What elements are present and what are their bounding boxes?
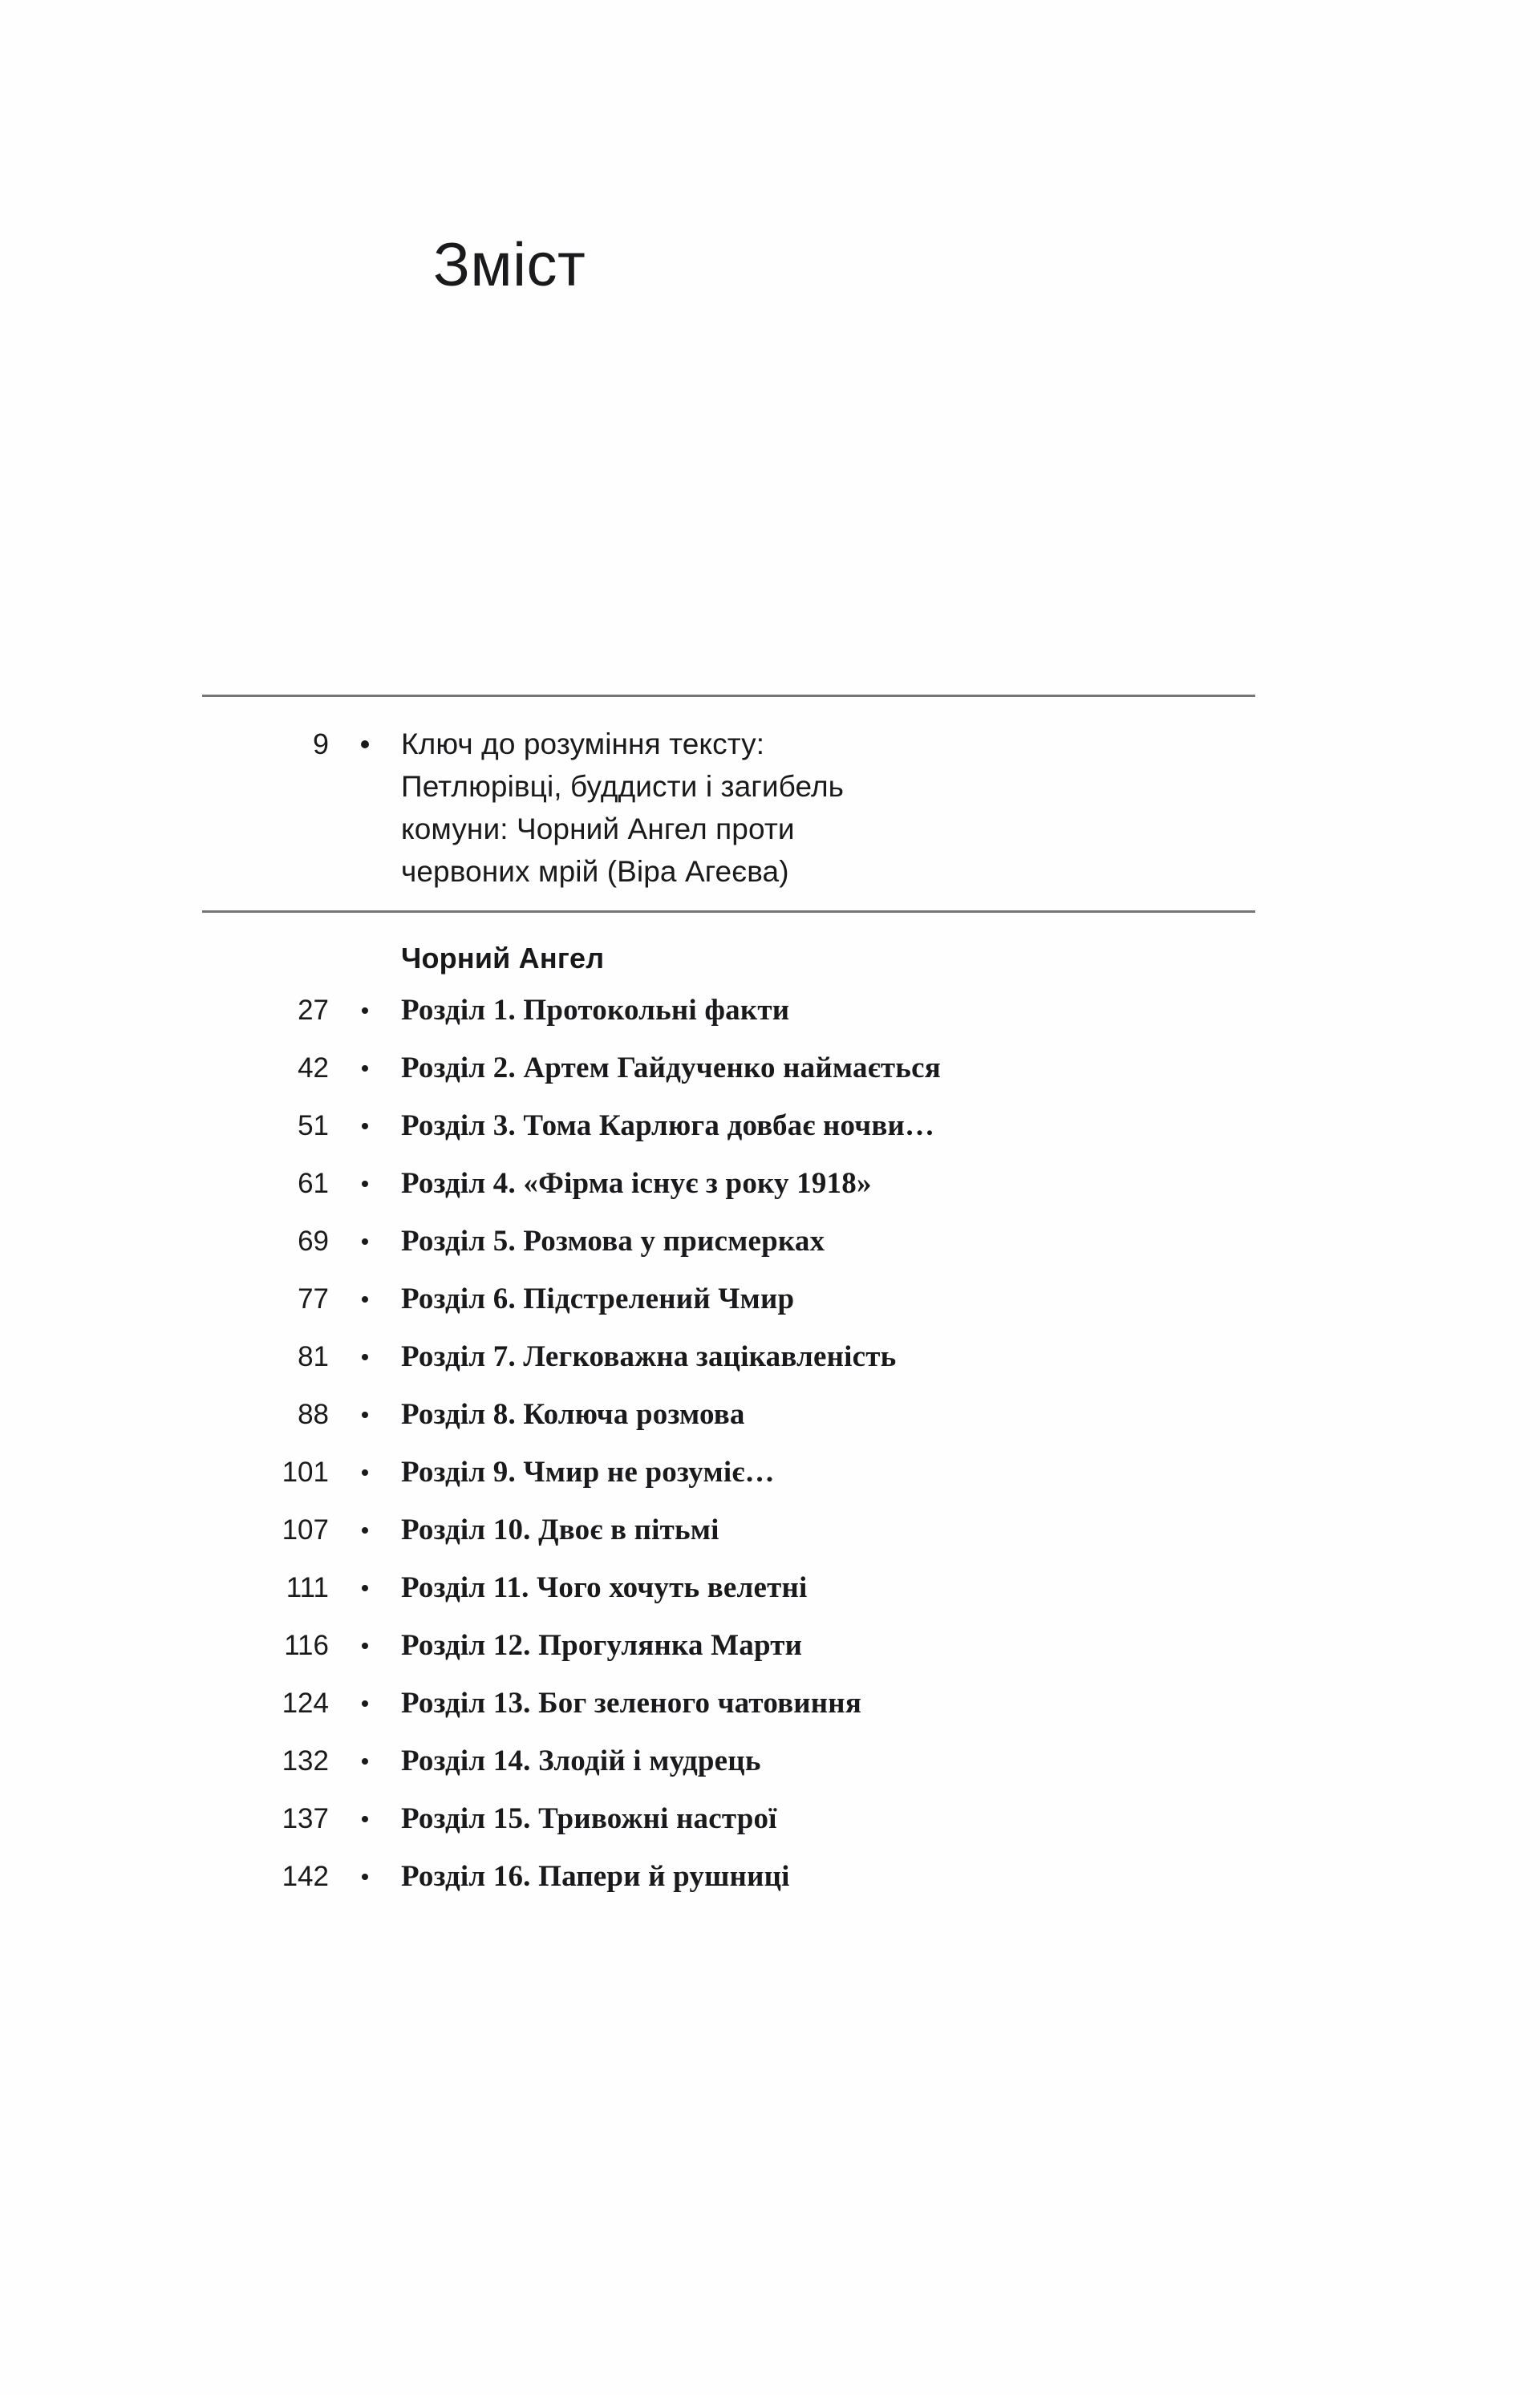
toc-content	[202, 695, 1261, 1906]
bullet-icon	[329, 1155, 401, 1213]
chapter-page-number: 81	[298, 1341, 329, 1372]
toc-row[interactable]	[202, 1328, 1261, 1386]
toc-row[interactable]	[202, 1270, 1261, 1328]
divider-top	[202, 695, 1255, 697]
chapter-page-number: 116	[284, 1630, 329, 1661]
lead-entry-line: Ключ до розуміння тексту:	[401, 727, 765, 760]
bullet-icon	[329, 1328, 401, 1386]
chapter-title: Розділ 9. Чмир не розуміє…	[401, 1456, 775, 1489]
chapter-page-number: 42	[298, 1052, 329, 1084]
bullet-icon	[329, 1386, 401, 1444]
chapter-title: Розділ 13. Бог зеленого чатовиння	[401, 1687, 862, 1720]
chapter-page-number: 88	[298, 1399, 329, 1430]
chapter-page-number: 137	[282, 1803, 329, 1834]
toc-row[interactable]	[202, 1155, 1261, 1213]
chapter-title: Розділ 2. Артем Гайдученко наймається	[401, 1052, 941, 1084]
chapter-title: Розділ 15. Тривожні настрої	[401, 1802, 777, 1835]
chapter-page-number: 101	[282, 1457, 329, 1488]
chapter-title: Розділ 7. Легковажна зацікавленість	[401, 1340, 897, 1373]
chapter-title: Розділ 1. Протокольні факти	[401, 994, 790, 1027]
bullet-icon	[329, 982, 401, 1039]
toc-row[interactable]	[202, 1444, 1261, 1501]
chapter-page-number: 51	[298, 1110, 329, 1141]
bullet-icon	[329, 723, 401, 765]
bullet-icon	[329, 1848, 401, 1906]
bullet-icon	[329, 1039, 401, 1097]
toc-row[interactable]	[202, 982, 1261, 1039]
toc-row[interactable]	[202, 1039, 1261, 1097]
chapter-list	[202, 982, 1261, 1906]
bullet-icon	[329, 1675, 401, 1732]
chapter-title: Розділ 4. «Фірма існує з року 1918»	[401, 1167, 872, 1200]
toc-row[interactable]	[202, 1501, 1261, 1559]
bullet-icon	[329, 1501, 401, 1559]
chapter-title: Розділ 5. Розмова у присмерках	[401, 1225, 825, 1258]
section-heading-row	[202, 913, 1261, 982]
divider-bottom	[202, 910, 1255, 913]
chapter-title: Розділ 10. Двоє в пітьмі	[401, 1514, 719, 1546]
chapter-title: Розділ 14. Злодій і мудрець	[401, 1745, 761, 1777]
chapter-page-number: 111	[286, 1572, 329, 1603]
chapter-page-number: 77	[298, 1283, 329, 1315]
bullet-icon	[329, 1559, 401, 1617]
chapter-page-number: 27	[298, 995, 329, 1026]
bullet-icon	[329, 1097, 401, 1155]
chapter-title: Розділ 16. Папери й рушниці	[401, 1860, 790, 1893]
toc-row[interactable]	[202, 1386, 1261, 1444]
chapter-page-number: 107	[282, 1514, 329, 1546]
chapter-title: Розділ 11. Чого хочуть велетні	[401, 1571, 808, 1604]
chapter-page-number: 69	[298, 1226, 329, 1257]
toc-row[interactable]	[202, 1213, 1261, 1270]
toc-row[interactable]	[202, 1732, 1261, 1790]
toc-row[interactable]	[202, 1559, 1261, 1617]
bullet-icon	[329, 1213, 401, 1270]
bullet-icon	[329, 1270, 401, 1328]
chapter-title: Розділ 6. Підстрелений Чмир	[401, 1283, 795, 1315]
lead-page-number: 9	[312, 727, 329, 760]
chapter-title: Розділ 3. Тома Карлюга довбає ночви…	[401, 1109, 935, 1142]
toc-row[interactable]	[202, 1617, 1261, 1675]
bullet-icon	[329, 1790, 401, 1848]
bullet-icon	[329, 1444, 401, 1501]
chapter-page-number: 132	[282, 1745, 329, 1777]
lead-entry-line: червоних мрій (Віра Агеєва)	[401, 855, 789, 888]
chapter-page-number: 124	[282, 1688, 329, 1719]
bullet-icon	[329, 1617, 401, 1675]
toc-row[interactable]	[202, 1848, 1261, 1906]
chapter-page-number: 142	[282, 1861, 329, 1892]
chapter-title: Розділ 8. Колюча розмова	[401, 1398, 745, 1431]
chapter-title: Розділ 12. Прогулянка Марти	[401, 1629, 803, 1662]
lead-entry-title	[401, 723, 1091, 893]
toc-row[interactable]	[202, 1790, 1261, 1848]
bullet-icon	[329, 1732, 401, 1790]
toc-row[interactable]	[202, 1097, 1261, 1155]
lead-entry-line: Петлюрівці, буддисти і загибель	[401, 770, 845, 803]
toc-lead-entry[interactable]	[202, 697, 1261, 910]
section-title: Чорний Ангел	[401, 942, 605, 975]
toc-row[interactable]	[202, 1675, 1261, 1732]
lead-entry-line: комуни: Чорний Ангел проти	[401, 813, 795, 845]
page-title: Зміст	[433, 230, 586, 299]
chapter-page-number: 61	[298, 1168, 329, 1199]
